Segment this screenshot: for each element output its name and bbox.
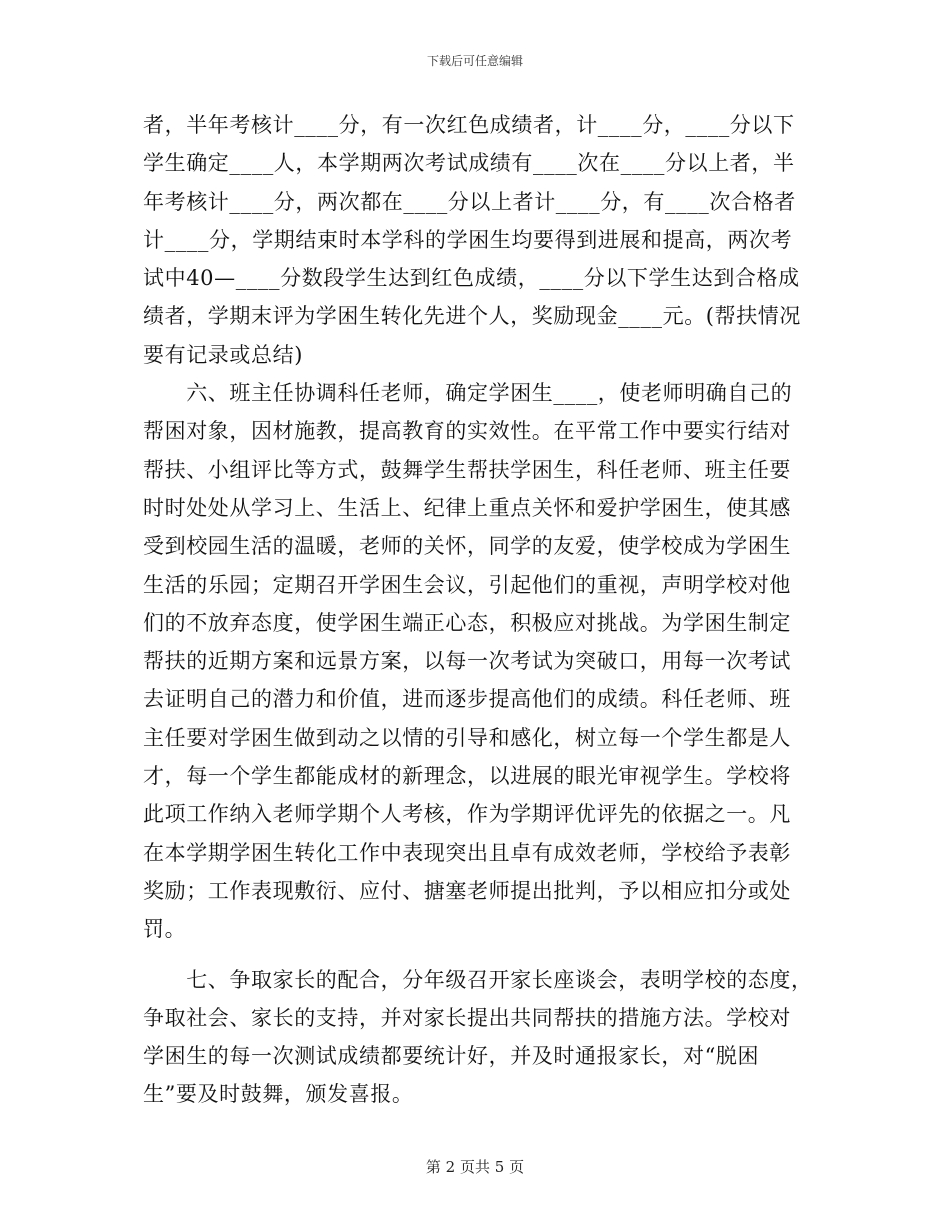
text-line: 在本学期学困生转化工作中表现突出且卓有成效老师，学校给予表彰 [143,840,791,865]
text-line: 帮扶、小组评比等方式，鼓舞学生帮扶学困生，科任老师、班主任要 [143,457,791,482]
text-line: 们的不放弃态度，使学困生端正心态，积极应对挑战。为学困生制定 [143,610,791,635]
paragraph-section5-continued [143,106,811,374]
text-line: 此项工作纳入老师学期个人考核，作为学期评优评先的依据之一。凡 [143,802,791,827]
text-line: 主任要对学困生做到动之以情的引导和感化，树立每一个学生都是人 [143,725,791,750]
text-line: 六、班主任协调科任老师，确定学困生____，使老师明确自己的 [143,381,793,406]
paragraph-section7 [143,961,811,1114]
text-line: 生”要及时鼓舞，颁发喜报。 [143,1082,414,1107]
text-line: 罚。 [143,917,187,942]
text-line: 帮扶的近期方案和远景方案，以每一次考试为突破口，用每一次考试 [143,649,791,674]
text-line: 学生确定____人，本学期两次考试成绩有____次在____分以上者，半 [143,151,795,176]
paragraph-section6 [143,374,811,948]
text-line: 奖励；工作表现敷衍、应付、搪塞老师提出批判，予以相应扣分或处 [143,878,791,903]
text-line: 试中40—____分数段学生达到红色成绩，____分以下学生达到合格成 [143,266,800,291]
text-line: 生活的乐园；定期召开学困生会议，引起他们的重视，声明学校对他 [143,572,791,597]
text-line: 才，每一个学生都能成材的新理念，以进展的眼光审视学生。学校将 [143,764,791,789]
text-line: 绩者，学期末评为学困生转化先进个人，奖励现金____元。(帮扶情况 [143,304,801,329]
document-body [143,106,811,1114]
text-line: 学困生的每一次测试成绩都要统计好，并及时通报家长，对“脱困 [143,1044,760,1069]
text-line: 者，半年考核计____分，有一次红色成绩者，计____分，____分以下 [143,113,795,137]
text-line: 七、争取家长的配合，分年级召开家长座谈会，表明学校的态度， [143,967,813,992]
text-line: 计____分，学期结束时本学科的学困生均要得到进展和提高，两次考 [143,227,793,252]
page-header: 下载后可任意编辑 [426,54,523,68]
text-line: 帮困对象，因材施教，提高教育的实效性。在平常工作中要实行结对 [143,419,791,444]
text-line: 受到校园生活的温暖，老师的关怀，同学的友爱，使学校成为学困生 [143,534,791,559]
page-footer: 第 2 页共 5 页 [425,1158,525,1176]
text-line: 去证明自己的潜力和价值，进而逐步提高他们的成绩。科任老师、班 [143,687,791,712]
text-line: 要有记录或总结) [143,342,303,367]
paragraph-gap [143,949,811,961]
text-line: 年考核计____分，两次都在____分以上者计____分，有____次合格者 [143,189,796,214]
text-line: 时时处处从学习上、生活上、纪律上重点关怀和爱护学困生，使其感 [143,495,791,520]
text-line: 争取社会、家长的支持，并对家长提出共同帮扶的措施方法。学校对 [143,1005,791,1030]
